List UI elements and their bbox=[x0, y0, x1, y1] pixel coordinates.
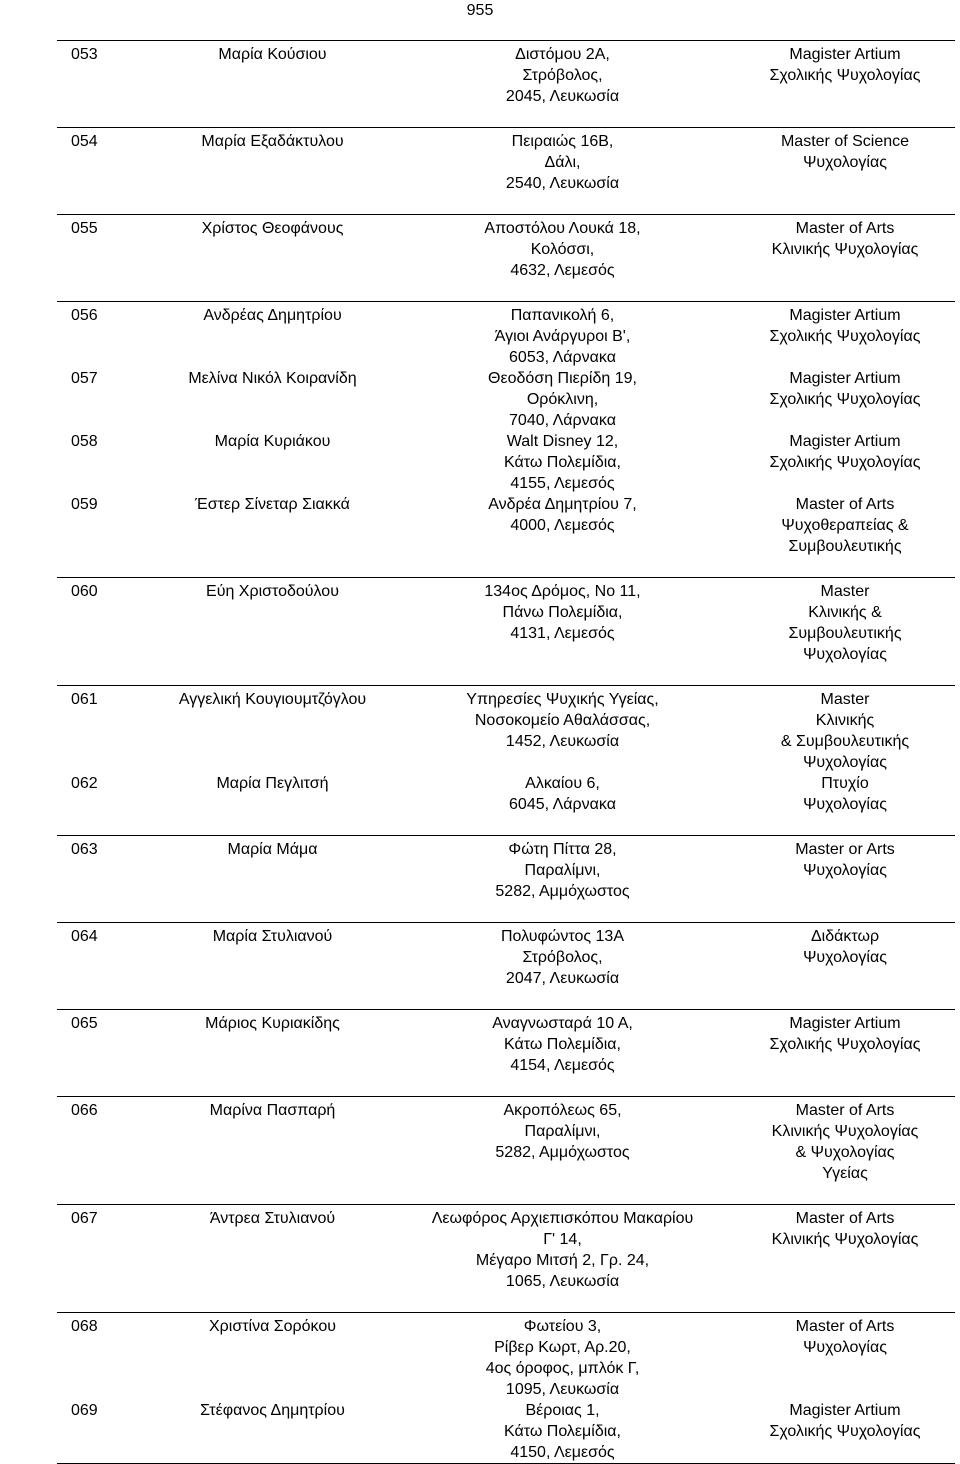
address-line: 6045, Λάρνακα bbox=[509, 796, 616, 813]
address-line: 2045, Λευκωσία bbox=[505, 88, 620, 105]
address-line: 4000, Λεμεσός bbox=[510, 517, 615, 534]
entry-name: Μαρία Εξαδάκτυλου bbox=[155, 128, 390, 215]
address-line: Φωτείου 3, bbox=[523, 1318, 602, 1335]
address-line: Μέγαρο Μιτσή 2, Γρ. 24, bbox=[475, 1252, 650, 1269]
address-line: Πάνω Πολεμίδια, bbox=[502, 604, 623, 621]
address-line: Walt Disney 12, bbox=[506, 433, 619, 450]
table-row bbox=[57, 215, 955, 302]
table-row bbox=[57, 836, 955, 923]
degree-line: Master of Arts bbox=[795, 496, 895, 513]
degree-line: Master of Arts bbox=[795, 220, 895, 237]
degree-line: Σχολικής Ψυχολογίας bbox=[769, 328, 921, 345]
entry-address bbox=[390, 431, 735, 494]
entry-degree bbox=[735, 431, 955, 494]
address-line: Ακροπόλεως 65, bbox=[503, 1102, 622, 1119]
table-row bbox=[57, 368, 955, 431]
address-line: Άγιοι Ανάργυροι Β', bbox=[494, 328, 631, 345]
degree-line: Σχολικής Ψυχολογίας bbox=[769, 391, 921, 408]
entry-number: 061 bbox=[57, 686, 155, 774]
degree-line: Master or Arts bbox=[795, 841, 895, 858]
table-row bbox=[57, 431, 955, 494]
entry-degree bbox=[735, 215, 955, 302]
degree-line: Κλινικής bbox=[815, 712, 875, 729]
address-line: Φώτη Πίττα 28, bbox=[508, 841, 617, 858]
address-line: Κάτω Πολεμίδια, bbox=[504, 1423, 621, 1440]
address-line: Υπηρεσίες Ψυχικής Υγείας, bbox=[466, 691, 659, 708]
entry-name: Αγγελική Κουγιουμτζόγλου bbox=[155, 686, 390, 774]
address-line: Γ' 14, bbox=[543, 1231, 582, 1248]
address-line: Αποστόλου Λουκά 18, bbox=[484, 220, 641, 237]
entry-address bbox=[390, 836, 735, 923]
degree-line: Master of Science bbox=[780, 133, 910, 150]
address-line: 4155, Λεμεσός bbox=[510, 475, 615, 492]
entry-number: 066 bbox=[57, 1097, 155, 1205]
address-line: Παραλίμνι, bbox=[524, 862, 601, 879]
entry-name: Μαρία Στυλιανού bbox=[155, 923, 390, 1010]
address-line: 5282, Αμμόχωστος bbox=[495, 883, 630, 900]
table-row bbox=[57, 1097, 955, 1205]
address-line: Βέροιας 1, bbox=[525, 1402, 600, 1419]
address-line: Ανδρέα Δημητρίου 7, bbox=[488, 496, 637, 513]
entry-degree bbox=[735, 923, 955, 1010]
degree-line: Συμβουλευτικής bbox=[788, 625, 902, 642]
address-line: Νοσοκομείο Αθαλάσσας, bbox=[474, 712, 651, 729]
entry-degree bbox=[735, 128, 955, 215]
entry-number: 060 bbox=[57, 578, 155, 686]
entry-name: Μάριος Κυριακίδης bbox=[155, 1010, 390, 1097]
entry-name: Μαρία Πεγλιτσή bbox=[216, 775, 329, 792]
address-line: 4ος όροφος, μπλόκ Γ, bbox=[485, 1360, 640, 1377]
table-row bbox=[57, 494, 955, 578]
degree-line: Master of Arts bbox=[795, 1102, 895, 1119]
degree-line: Magister Artium bbox=[789, 433, 901, 450]
entry-address bbox=[390, 578, 735, 686]
entry-name: Εύη Χριστοδούλου bbox=[155, 578, 390, 686]
entry-degree bbox=[735, 1097, 955, 1205]
degree-line: Ψυχολογίας bbox=[803, 796, 887, 813]
degree-line: Συμβουλευτικής bbox=[788, 538, 902, 555]
address-line: Αλκαίου 6, bbox=[525, 775, 600, 792]
degree-line: Κλινικής Ψυχολογίας bbox=[771, 1231, 919, 1248]
table-row bbox=[57, 1400, 955, 1464]
degree-line: Σχολικής Ψυχολογίας bbox=[769, 1423, 921, 1440]
degree-line: Master of Arts bbox=[795, 1210, 895, 1227]
entry-address bbox=[390, 1400, 735, 1464]
entry-name: Μαρίνα Πασπαρή bbox=[155, 1097, 390, 1205]
entry-address bbox=[390, 128, 735, 215]
entry-name: Μαρία Κούσιου bbox=[155, 41, 390, 128]
degree-line: Magister Artium bbox=[789, 1015, 901, 1032]
table-row bbox=[57, 578, 955, 686]
degree-line: Σχολικής Ψυχολογίας bbox=[769, 454, 921, 471]
entry-address bbox=[390, 302, 735, 369]
table-row bbox=[57, 128, 955, 215]
entry-number: 069 bbox=[57, 1400, 155, 1464]
address-line: Πολυφώντος 13Α bbox=[501, 928, 624, 945]
table-row bbox=[57, 773, 955, 836]
entry-degree bbox=[735, 578, 955, 686]
address-line: Αναγνωσταρά 10 Α, bbox=[492, 1015, 633, 1032]
entry-degree bbox=[735, 686, 955, 774]
entry-degree bbox=[735, 1400, 955, 1464]
degree-line: Διδάκτωρ bbox=[810, 928, 880, 945]
entry-number: 062 bbox=[71, 775, 98, 792]
degree-line: Ψυχολογίας bbox=[803, 154, 887, 171]
address-line: Πειραιώς 16Β, bbox=[511, 133, 614, 150]
entry-address bbox=[390, 1097, 735, 1205]
entry-name: Χρίστος Θεοφάνους bbox=[155, 215, 390, 302]
degree-line: Ψυχολογίας bbox=[803, 862, 887, 879]
address-line: Παραλίμνι, bbox=[524, 1123, 601, 1140]
entry-number: 055 bbox=[57, 215, 155, 302]
degree-line: Magister Artium bbox=[789, 307, 901, 324]
table-row bbox=[57, 1313, 955, 1401]
address-line: 6053, Λάρνακα bbox=[509, 349, 616, 366]
entry-address bbox=[390, 41, 735, 128]
address-line: 5282, Αμμόχωστος bbox=[495, 1144, 630, 1161]
degree-line: Πτυχίο bbox=[821, 775, 869, 792]
table-row bbox=[57, 923, 955, 1010]
entry-degree bbox=[735, 302, 955, 369]
degree-line: Magister Artium bbox=[789, 46, 901, 63]
degree-line: Ψυχολογίας bbox=[803, 646, 887, 663]
entry-degree bbox=[735, 494, 955, 578]
entry-degree bbox=[735, 368, 955, 431]
registry-table bbox=[57, 40, 955, 1464]
entry-address bbox=[390, 1010, 735, 1097]
address-line: 4154, Λεμεσός bbox=[510, 1057, 615, 1074]
degree-line: Υγείας bbox=[822, 1165, 868, 1182]
table-row bbox=[57, 686, 955, 774]
degree-line: Ψυχοθεραπείας & bbox=[781, 517, 909, 534]
entry-number: 067 bbox=[57, 1205, 155, 1313]
entry-degree bbox=[735, 773, 955, 836]
entry-address bbox=[390, 686, 735, 774]
entry-number: 058 bbox=[71, 433, 98, 450]
degree-line: Magister Artium bbox=[789, 1402, 901, 1419]
address-line: 4131, Λεμεσός bbox=[510, 625, 615, 642]
entry-name: Στέφανος Δημητρίου bbox=[155, 1400, 390, 1464]
entry-address bbox=[390, 773, 735, 836]
degree-line: Ψυχολογίας bbox=[803, 949, 887, 966]
entry-name: Μελίνα Νικόλ Κοιρανίδη bbox=[188, 370, 357, 387]
degree-line: & Ψυχολογίας bbox=[795, 1144, 895, 1161]
degree-line: Ψυχολογίας bbox=[803, 754, 887, 771]
address-line: Θεοδόση Πιερίδη 19, bbox=[488, 370, 637, 387]
degree-line: Σχολικής Ψυχολογίας bbox=[769, 67, 921, 84]
degree-line: Κλινικής Ψυχολογίας bbox=[771, 241, 919, 258]
address-line: 134ος Δρόμος, Νο 11, bbox=[484, 583, 641, 600]
address-line: 4150, Λεμεσός bbox=[510, 1444, 615, 1461]
entry-address bbox=[390, 1313, 735, 1401]
degree-line: Magister Artium bbox=[789, 370, 901, 387]
degree-line: & Συμβουλευτικής bbox=[780, 733, 910, 750]
address-line: Κάτω Πολεμίδια, bbox=[504, 1036, 621, 1053]
entry-degree bbox=[735, 1010, 955, 1097]
address-line: 2540, Λευκωσία bbox=[505, 175, 620, 192]
entry-number: 057 bbox=[71, 370, 98, 387]
degree-line: Κλινικής & bbox=[808, 604, 882, 621]
degree-line: Κλινικής Ψυχολογίας bbox=[771, 1123, 919, 1140]
entry-address bbox=[390, 1205, 735, 1313]
degree-line: Master bbox=[820, 583, 870, 600]
address-line: 1095, Λευκωσία bbox=[505, 1381, 620, 1398]
table-row bbox=[57, 41, 955, 128]
address-line: Ρίβερ Κωρτ, Αρ.20, bbox=[494, 1339, 631, 1356]
entry-name: Ανδρέας Δημητρίου bbox=[155, 302, 390, 369]
address-line: Διστόμου 2Α, bbox=[515, 46, 610, 63]
address-line: Δάλι, bbox=[544, 154, 581, 171]
entry-number: 053 bbox=[57, 41, 155, 128]
degree-line: Master bbox=[820, 691, 870, 708]
degree-line: Ψυχολογίας bbox=[803, 1339, 887, 1356]
entry-number: 068 bbox=[57, 1313, 155, 1401]
address-line: Παπανικολή 6, bbox=[510, 307, 615, 324]
entry-degree bbox=[735, 41, 955, 128]
address-line: Στρόβολος, bbox=[522, 949, 603, 966]
degree-line: Master of Arts bbox=[795, 1318, 895, 1335]
entry-degree bbox=[735, 1313, 955, 1401]
entry-number: 063 bbox=[57, 836, 155, 923]
address-line: 7040, Λάρνακα bbox=[509, 412, 616, 429]
entry-degree bbox=[735, 836, 955, 923]
entry-name: Χριστίνα Σορόκου bbox=[155, 1313, 390, 1401]
address-line: 2047, Λευκωσία bbox=[505, 970, 620, 987]
address-line: 1452, Λευκωσία bbox=[505, 733, 620, 750]
entry-address bbox=[390, 923, 735, 1010]
entry-degree bbox=[735, 1205, 955, 1313]
entry-address bbox=[390, 368, 735, 431]
table-row bbox=[57, 302, 955, 369]
entry-name: Μαρία Μάμα bbox=[155, 836, 390, 923]
entry-number: 064 bbox=[57, 923, 155, 1010]
entry-name: Άντρεα Στυλιανού bbox=[155, 1205, 390, 1313]
table-row bbox=[57, 1010, 955, 1097]
address-line: Κάτω Πολεμίδια, bbox=[504, 454, 621, 471]
entry-name: Έστερ Σίνεταρ Σιακκά bbox=[195, 496, 350, 513]
page-number: 955 bbox=[466, 2, 494, 19]
entry-number: 054 bbox=[57, 128, 155, 215]
address-line: 4632, Λεμεσός bbox=[510, 262, 615, 279]
degree-line: Σχολικής Ψυχολογίας bbox=[769, 1036, 921, 1053]
entry-name: Μαρία Κυριάκου bbox=[214, 433, 331, 450]
entry-address bbox=[390, 215, 735, 302]
address-line: 1065, Λευκωσία bbox=[505, 1273, 620, 1290]
address-line: Στρόβολος, bbox=[522, 67, 603, 84]
address-line: Κολόσσι, bbox=[530, 241, 595, 258]
entry-number: 059 bbox=[71, 496, 98, 513]
address-line: Λεωφόρος Αρχιεπισκόπου Μακαρίου bbox=[431, 1210, 694, 1227]
entry-number: 056 bbox=[57, 302, 155, 369]
address-line: Ορόκλινη, bbox=[526, 391, 599, 408]
entry-number: 065 bbox=[57, 1010, 155, 1097]
table-row bbox=[57, 1205, 955, 1313]
registry-table-body bbox=[57, 41, 955, 1464]
entry-address bbox=[390, 494, 735, 578]
